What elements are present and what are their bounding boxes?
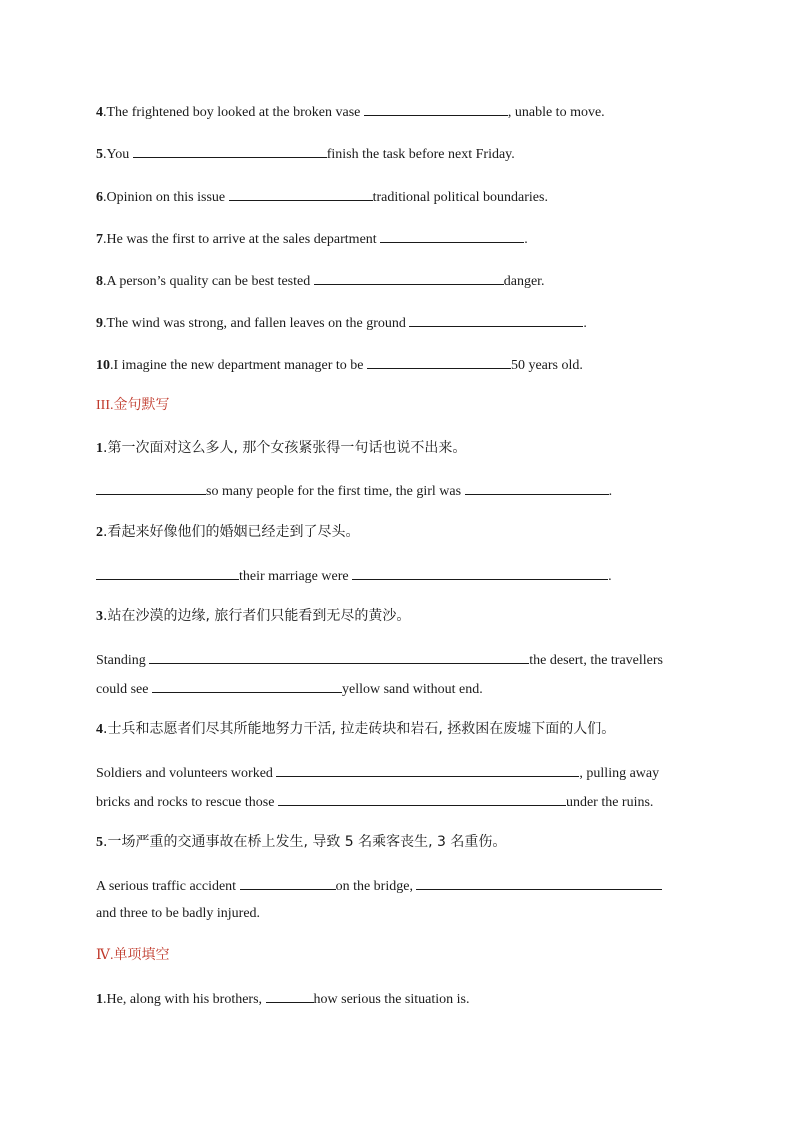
sentence-item-8: 8.A person’s quality can be best tested danger. — [96, 270, 545, 292]
answer-blank[interactable] — [96, 565, 239, 580]
answer-blank[interactable] — [149, 649, 529, 664]
answer-blank[interactable] — [367, 354, 511, 369]
answer-blank[interactable] — [276, 762, 579, 777]
translation-prompt-3: 3.站在沙漠的边缘, 旅行者们只能看到无尽的黄沙。 — [96, 608, 411, 624]
answer-blank[interactable] — [229, 186, 373, 201]
translation-answer-4-line-2: bricks and rocks to rescue those under the ruins. — [96, 791, 653, 813]
item-number: 4 — [96, 105, 103, 120]
answer-blank[interactable] — [364, 101, 508, 116]
sentence-item-9: 9.The wind was strong, and fallen leaves on the ground . — [96, 312, 587, 334]
translation-prompt-4: 4.士兵和志愿者们尽其所能地努力干活, 拉走砖块和岩石, 拯救困在废墟下面的人们。 — [96, 721, 616, 737]
translation-prompt-2: 2.看起来好像他们的婚姻已经走到了尽头。 — [96, 524, 360, 540]
translation-answer-5-line-1: A serious traffic accident on the bridge, — [96, 875, 662, 897]
answer-blank[interactable] — [380, 228, 524, 243]
answer-blank[interactable] — [465, 480, 609, 495]
translation-prompt-5: 5.一场严重的交通事故在桥上发生, 导致 5 名乘客丧生, 3 名重伤。 — [96, 834, 507, 850]
sentence-item-6: 6.Opinion on this issue traditional political boundaries. — [96, 186, 548, 208]
answer-blank[interactable] — [133, 143, 327, 158]
sentence-item-10: 10.I imagine the new department manager to be 50 years old. — [96, 354, 583, 376]
section-heading-iii: III.金句默写 — [96, 398, 170, 413]
answer-blank[interactable] — [278, 791, 566, 806]
choice-item-1: 1.He, along with his brothers, how serious the situation is. — [96, 988, 469, 1010]
translation-answer-5-line-2: and three to be badly injured. — [96, 906, 261, 921]
answer-blank[interactable] — [314, 270, 504, 285]
item-number: 1 — [96, 992, 103, 1007]
item-number: 8 — [96, 274, 103, 289]
item-number: 7 — [96, 232, 103, 247]
answer-blank[interactable] — [240, 875, 336, 890]
translation-answer-2: their marriage were . — [96, 565, 612, 587]
item-number: 10 — [96, 358, 110, 373]
answer-blank[interactable] — [152, 678, 342, 693]
sentence-item-4: 4.The frightened boy looked at the broken vase , unable to move. — [96, 101, 605, 123]
sentence-item-7: 7.He was the first to arrive at the sales department . — [96, 228, 528, 250]
sentence-item-5: 5.You finish the task before next Friday. — [96, 143, 515, 165]
translation-answer-3-line-2: could see yellow sand without end. — [96, 678, 483, 700]
translation-answer-1: so many people for the first time, the girl was . — [96, 480, 612, 502]
section-heading-iv: Ⅳ.单项填空 — [96, 948, 170, 963]
translation-answer-4-line-1: Soldiers and volunteers worked , pulling away — [96, 762, 659, 784]
answer-blank[interactable] — [266, 988, 314, 1003]
item-number: 9 — [96, 316, 103, 331]
answer-blank[interactable] — [352, 565, 608, 580]
translation-prompt-1: 1.第一次面对这么多人, 那个女孩紧张得一句话也说不出来。 — [96, 440, 467, 456]
answer-blank[interactable] — [409, 312, 583, 327]
item-number: 5 — [96, 147, 103, 162]
translation-answer-3-line-1: Standing the desert, the travellers — [96, 649, 663, 671]
answer-blank[interactable] — [416, 875, 662, 890]
answer-blank[interactable] — [96, 480, 206, 495]
item-number: 6 — [96, 190, 103, 205]
